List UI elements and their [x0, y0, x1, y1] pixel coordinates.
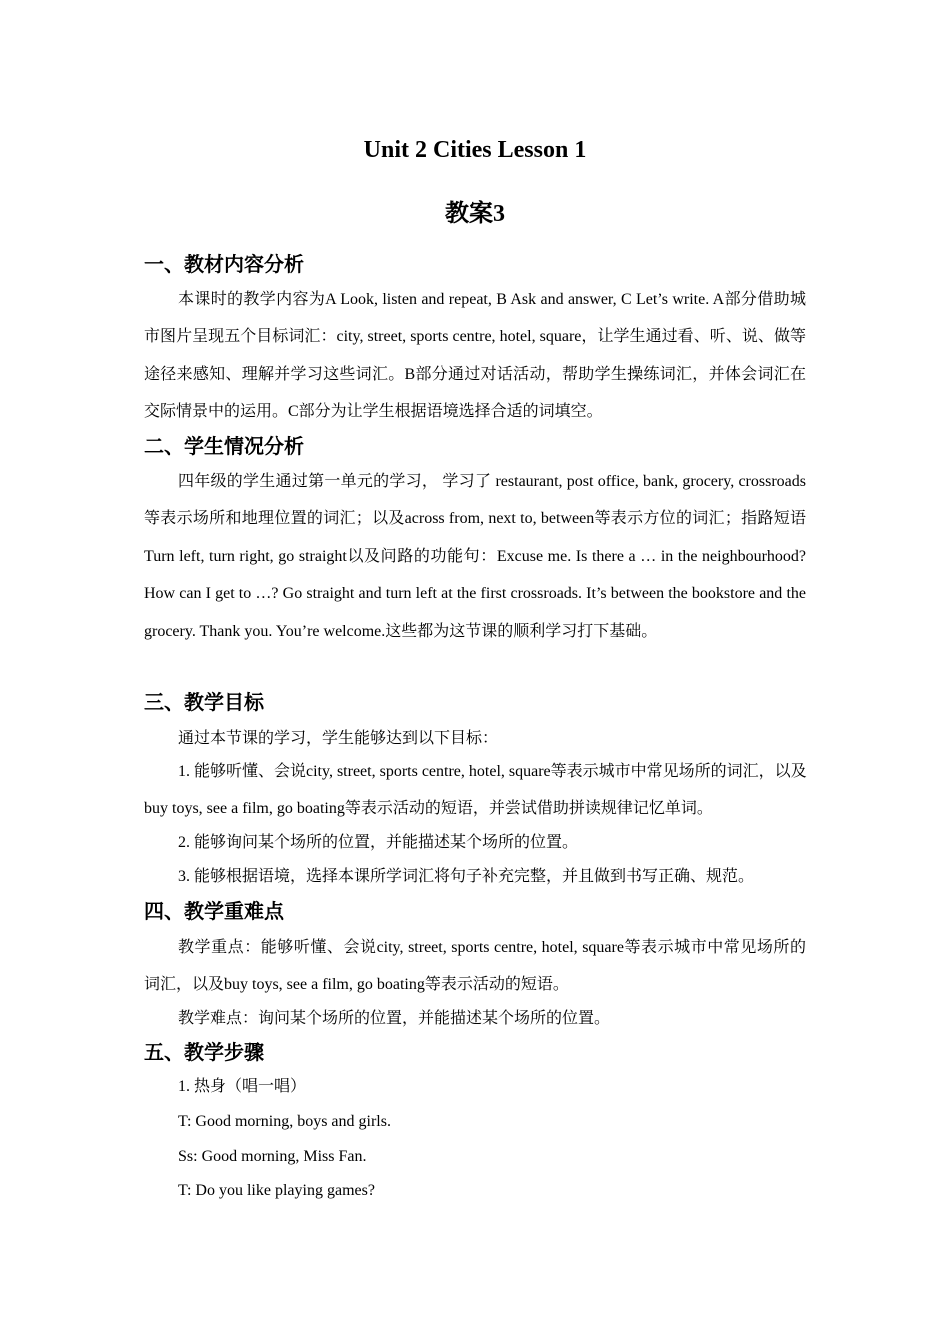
section-heading-key-points: 四、教学重难点: [144, 901, 284, 923]
goal-item-2: 2. 能够询问某个场所的位置，并能描述某个场所的位置。: [178, 834, 579, 851]
goals-intro: 通过本节课的学习，学生能够达到以下目标：: [178, 730, 499, 747]
section-paragraph-textbook-analysis: 本课时的教学内容为A Look, listen and repeat, B Ask and answer, C Let’s write. A部分借助城市图片呈现五个目标词汇：city, street, sports centre, hotel, square，让学生通过看、听、说、做等途径来感知、理解并学习这些词汇。B部分通过对话活动，帮助学生操练词汇，并体会词汇在交际情景中的运用。C部分为让学生根据语境选择合适的词填空。: [144, 291, 806, 421]
step-1-title: 1. 热身（唱一唱）: [178, 1078, 307, 1095]
dialogue-line: T: Do you like playing games?: [178, 1182, 375, 1199]
document-subtitle: 教案3: [445, 201, 505, 227]
document-title: Unit 2 Cities Lesson 1: [363, 137, 587, 163]
difficult-point-text: 教学难点：询问某个场所的位置，并能描述某个场所的位置。: [178, 1010, 611, 1027]
section-paragraph-student-analysis: 四年级的学生通过第一单元的学习， 学习了 restaurant, post office, bank, grocery, crossroads等表示场所和地理位置的词汇；以及across from, next to, between等表示方位的词汇；指路短语Turn left, turn right, go straight以及问路的功能句：Excuse me. Is there a … in the neighbourhood? How can I get to …? Go straight and turn left at the first crossroads. It’s between the bookstore and the grocery. Thank you. You’re welcome.这些都为这节课的顺利学习打下基础。: [144, 473, 806, 640]
goal-item-1: 1. 能够听懂、会说city, street, sports centre, hotel, square等表示城市中常见场所的词汇，以及buy toys, see a film, go boating等表示活动的短语，并尝试借助拼读规律记忆单词。: [144, 763, 807, 817]
goal-item-3: 3. 能够根据语境，选择本课所学词汇将句子补充完整，并且做到书写正确、规范。: [178, 868, 755, 885]
section-heading-textbook-analysis: 一、教材内容分析: [144, 254, 304, 276]
dialogue-line: Ss: Good morning, Miss Fan.: [178, 1148, 367, 1165]
section-heading-student-analysis: 二、学生情况分析: [144, 436, 304, 458]
dialogue-line: T: Good morning, boys and girls.: [178, 1113, 391, 1130]
section-heading-teaching-goals: 三、教学目标: [144, 692, 264, 714]
section-heading-teaching-steps: 五、教学步骤: [144, 1042, 264, 1064]
key-point-text: 教学重点：能够听懂、会说city, street, sports centre, hotel, square等表示城市中常见场所的词汇，以及buy toys, see a film, go boating等表示活动的短语。: [144, 939, 806, 994]
